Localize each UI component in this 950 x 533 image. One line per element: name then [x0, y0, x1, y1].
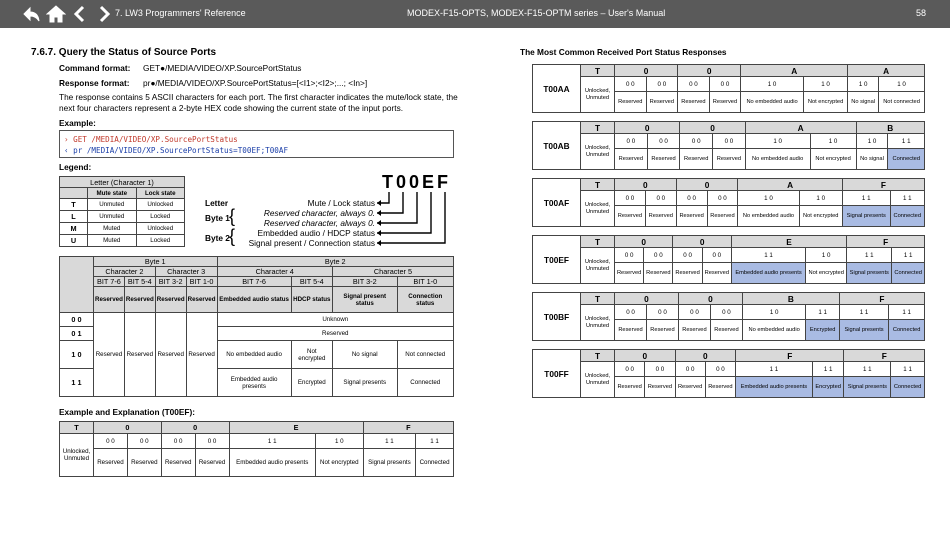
diagram-line-5: Signal present / Connection status: [248, 238, 375, 248]
field-header: Embedded audio status: [217, 287, 291, 313]
bit-cell: 1 1: [839, 305, 888, 320]
home-icon[interactable]: [46, 4, 66, 24]
response-table: [532, 349, 925, 398]
label-cell: Reserved: [705, 377, 735, 398]
bit-cell: 1 1: [888, 134, 925, 149]
field-header: Reserved: [124, 287, 155, 313]
label-cell: Reserved: [615, 92, 647, 113]
label-cell: Signal presents: [847, 263, 892, 284]
head-cell: T: [581, 179, 615, 191]
label-cell: Embedded audio presents: [731, 263, 805, 284]
label-cell: Reserved: [710, 320, 742, 341]
head-cell: 0: [94, 422, 162, 434]
lock-cell: Locked: [136, 235, 185, 247]
diagram-arrows: [377, 192, 455, 248]
head-cell: A: [848, 65, 925, 77]
label-cell: Encrypted: [806, 320, 839, 341]
byte-table: [59, 256, 454, 397]
label-cell: No embedded audio: [745, 149, 810, 170]
example-table: [59, 421, 454, 477]
label-cell: Embedded audio presents: [229, 449, 315, 477]
response-format-row: [59, 78, 367, 88]
example-get-line: › GET /MEDIA/VIDEO/XP.SourcePortStatus: [64, 135, 238, 144]
bit-cell: 1 0: [741, 77, 804, 92]
bit-cell: 1 0: [745, 134, 810, 149]
bit-cell: 1 0: [738, 191, 799, 206]
bit-cell: 0 0: [195, 434, 229, 449]
bit-cell: 0 0: [707, 191, 738, 206]
bit-cell: 1 1: [842, 191, 890, 206]
bit-cell: 1 1: [229, 434, 315, 449]
head-cell: 0: [678, 65, 741, 77]
bit-cell: 1 1: [363, 434, 415, 449]
bit-header: BIT 3-2: [332, 277, 397, 287]
head-cell: 0: [615, 179, 677, 191]
value-label: 1 1: [60, 369, 94, 397]
bit-cell: 0 0: [678, 305, 710, 320]
bit-cell: 0 0: [127, 434, 161, 449]
response-code: T00AA: [533, 65, 581, 113]
bit-header: BIT 5-4: [291, 277, 332, 287]
section-title: 7.6.7. Query the Status of Source Ports: [31, 47, 217, 58]
bit-cell: 1 0: [315, 434, 363, 449]
head-cell: A: [741, 65, 848, 77]
bit-cell: 0 0: [161, 434, 195, 449]
bit-cell: 0 0: [705, 362, 735, 377]
manual-title: MODEX-F15-OPTS, MODEX-F15-OPTM series – User's Manual: [407, 8, 666, 18]
label-cell: Reserved: [645, 206, 676, 227]
bit-header: BIT 3-2: [155, 277, 186, 287]
letter-cell: T: [60, 199, 88, 211]
bit-cell: 0 0: [676, 191, 707, 206]
diagram-byte1-label: Byte 1: [205, 213, 230, 223]
bit-cell: 1 1: [847, 248, 892, 263]
head-cell: 0: [678, 293, 742, 305]
label-cell: Reserved: [675, 377, 705, 398]
label-cell: Not connected: [879, 92, 925, 113]
label-cell: Not encrypted: [799, 206, 842, 227]
response-code: T00BF: [533, 293, 581, 341]
label-cell: Reserved: [713, 149, 746, 170]
label-cell: Reserved: [615, 320, 647, 341]
next-icon[interactable]: [94, 4, 114, 24]
diagram-byte2-label: Byte 2: [205, 233, 230, 243]
status-code-diagram: [205, 172, 455, 252]
example-pr-line: ‹ pr /MEDIA/VIDEO/XP.SourcePortStatus=T00EF;T00AF: [64, 146, 289, 155]
bit-cell: 0 0: [713, 134, 746, 149]
field-header: Reserved: [94, 287, 125, 313]
status-cell: Connected: [397, 369, 453, 397]
state-cell: Unlocked, Unmuted: [581, 77, 615, 113]
bit-header: BIT 5-4: [124, 277, 155, 287]
status-cell: Embedded audio presents: [217, 369, 291, 397]
diagram-line-4: Embedded audio / HDCP status: [257, 228, 375, 238]
bit-cell: 0 0: [615, 248, 644, 263]
field-header: Connection status: [397, 287, 453, 313]
head-cell: T: [581, 293, 615, 305]
bit-cell: 0 0: [680, 134, 713, 149]
command-format: GET●/MEDIA/VIDEO/XP.SourcePortStatus: [143, 63, 302, 73]
label-cell: Reserved: [702, 263, 731, 284]
label-cell: No signal: [848, 92, 879, 113]
example-label: Example:: [59, 118, 96, 128]
head-cell: 0: [615, 350, 676, 362]
head-cell: 0: [676, 179, 738, 191]
letter-table-title: Letter (Character 1): [60, 177, 185, 188]
status-cell: Signal presents: [332, 369, 397, 397]
head-cell: 0: [673, 236, 731, 248]
head-cell: T: [581, 350, 615, 362]
head-cell: A: [745, 122, 856, 134]
page-number: 58: [915, 8, 926, 18]
lock-cell: Unlocked: [136, 223, 185, 235]
bit-cell: 1 1: [736, 362, 813, 377]
head-cell: E: [229, 422, 363, 434]
label-cell: No embedded audio: [738, 206, 799, 227]
state-cell: Unlocked, Unmuted: [60, 434, 94, 477]
diagram-line-1: Mute / Lock status: [307, 198, 375, 208]
bit-header: BIT 1-0: [397, 277, 453, 287]
label-cell: No signal: [856, 149, 888, 170]
char-header: Character 5: [332, 267, 453, 277]
field-header: Signal present status: [332, 287, 397, 313]
label-cell: Reserved: [644, 263, 673, 284]
bit-cell: 1 0: [799, 191, 842, 206]
bit-cell: 0 0: [615, 191, 646, 206]
label-cell: Connected: [416, 449, 454, 477]
response-code: T00FF: [533, 350, 581, 398]
label-cell: Reserved: [615, 206, 646, 227]
reserved-cell: Reserved: [155, 313, 186, 397]
reserved-cell: Reserved: [94, 313, 125, 397]
diagram-line-2: Reserved character, always 0.: [263, 208, 375, 218]
bit-cell: 1 1: [806, 305, 839, 320]
response-code: T00AF: [533, 179, 581, 227]
label-cell: Connected: [891, 377, 925, 398]
head-cell: 0: [615, 293, 679, 305]
back-icon[interactable]: [22, 4, 42, 24]
label-cell: Reserved: [646, 320, 678, 341]
label-cell: Reserved: [678, 320, 710, 341]
label-cell: Signal presents: [842, 206, 890, 227]
label-cell: Reserved: [615, 149, 648, 170]
label-cell: Connected: [889, 320, 925, 341]
label-cell: Embedded audio presents: [736, 377, 813, 398]
description: The response contains 5 ASCII characters for each port. The first character indicates the mute/lock state, the next four characters represent a 2-byte HEX code showing the current state of the input ports.: [59, 92, 458, 113]
status-cell: Not connected: [397, 341, 453, 369]
bit-cell: 0 0: [710, 305, 742, 320]
label-cell: Reserved: [127, 449, 161, 477]
byte1-header: Byte 1: [94, 257, 218, 267]
label-cell: No embedded audio: [741, 92, 804, 113]
bit-cell: 0 0: [615, 77, 647, 92]
bit-cell: 0 0: [645, 191, 676, 206]
bit-cell: 0 0: [647, 134, 680, 149]
status-cell: Not encrypted: [291, 341, 332, 369]
head-cell: 0: [615, 122, 680, 134]
command-format-label: Command format:: [59, 63, 131, 73]
bit-header: BIT 7-6: [217, 277, 291, 287]
status-cell: Encrypted: [291, 369, 332, 397]
bit-cell: 1 0: [806, 248, 847, 263]
col-lock: Lock state: [136, 188, 185, 199]
value-label: 0 1: [60, 327, 94, 341]
top-bar: [0, 0, 950, 28]
example-code: [59, 130, 454, 158]
mute-cell: Muted: [88, 223, 137, 235]
label-cell: Connected: [890, 206, 924, 227]
label-cell: Reserved: [676, 206, 707, 227]
bit-header: BIT 7-6: [94, 277, 125, 287]
bit-cell: 0 0: [678, 77, 710, 92]
head-cell: B: [856, 122, 924, 134]
bit-header: BIT 1-0: [186, 277, 217, 287]
diagram-code: T00EF: [381, 172, 451, 192]
bit-cell: 0 0: [646, 305, 678, 320]
response-table: [532, 235, 925, 284]
bit-cell: 1 0: [803, 77, 847, 92]
head-cell: 0: [615, 236, 673, 248]
letter-cell: L: [60, 211, 88, 223]
head-cell: F: [844, 350, 925, 362]
lock-cell: Unlocked: [136, 199, 185, 211]
byte2-brace: {: [229, 226, 236, 246]
status-cell: No signal: [332, 341, 397, 369]
head-cell: 0: [680, 122, 745, 134]
lock-cell: Locked: [136, 211, 185, 223]
label-cell: Reserved: [645, 377, 675, 398]
bit-cell: 1 1: [416, 434, 454, 449]
label-cell: Reserved: [678, 92, 710, 113]
response-format-label: Response format:: [59, 78, 130, 88]
label-cell: Connected: [892, 263, 925, 284]
label-cell: Not encrypted: [806, 263, 847, 284]
bit-cell: 0 0: [646, 77, 678, 92]
label-cell: No embedded audio: [742, 320, 805, 341]
label-cell: Reserved: [94, 449, 128, 477]
bit-cell: 1 1: [844, 362, 891, 377]
char-header: Character 2: [94, 267, 156, 277]
label-cell: Connected: [888, 149, 925, 170]
letter-cell: M: [60, 223, 88, 235]
bit-cell: 0 0: [675, 362, 705, 377]
label-cell: Reserved: [673, 263, 702, 284]
response-table: [532, 292, 925, 341]
head-cell: F: [847, 236, 925, 248]
response-table: [532, 121, 925, 170]
label-cell: Signal presents: [844, 377, 891, 398]
head-cell: B: [742, 293, 839, 305]
char-header: Character 4: [217, 267, 332, 277]
bit-cell: 1 0: [856, 134, 888, 149]
reserved-cell: Reserved: [124, 313, 155, 397]
bit-cell: 1 1: [892, 248, 925, 263]
state-cell: Unlocked, Unmuted: [581, 191, 615, 227]
chapter-title[interactable]: 7. LW3 Programmers' Reference: [115, 8, 246, 18]
bit-cell: 1 0: [742, 305, 805, 320]
label-cell: Signal presents: [839, 320, 888, 341]
bit-cell: 1 1: [731, 248, 805, 263]
head-cell: F: [842, 179, 924, 191]
mute-cell: Unmuted: [88, 211, 137, 223]
label-cell: Reserved: [646, 92, 678, 113]
reserved-cell: Reserved: [217, 327, 454, 341]
value-label: 0 0: [60, 313, 94, 327]
responses-title: The Most Common Received Port Status Responses: [520, 47, 727, 57]
label-cell: Reserved: [615, 263, 644, 284]
value-label: 1 0: [60, 341, 94, 369]
head-cell: 0: [161, 422, 229, 434]
label-cell: Reserved: [615, 377, 645, 398]
bit-cell: 1 0: [810, 134, 856, 149]
letter-cell: U: [60, 235, 88, 247]
field-header: Reserved: [155, 287, 186, 313]
col-mute: Mute state: [88, 188, 137, 199]
label-cell: Reserved: [647, 149, 680, 170]
byte1-brace: {: [229, 206, 236, 226]
response-table: [532, 64, 925, 113]
diagram-letter-label: Letter: [205, 198, 229, 208]
head-cell: E: [731, 236, 846, 248]
bit-cell: 0 0: [615, 305, 647, 320]
label-cell: Not encrypted: [810, 149, 856, 170]
byte2-header: Byte 2: [217, 257, 454, 267]
diagram-line-3: Reserved character, always 0.: [263, 218, 375, 228]
head-cell: T: [581, 236, 615, 248]
bit-cell: 1 0: [879, 77, 925, 92]
bit-cell: 1 0: [848, 77, 879, 92]
bit-cell: 1 1: [890, 191, 924, 206]
status-cell: No embedded audio: [217, 341, 291, 369]
state-cell: Unlocked, Unmuted: [581, 134, 615, 170]
bit-cell: 0 0: [94, 434, 128, 449]
response-code: T00EF: [533, 236, 581, 284]
label-cell: Reserved: [680, 149, 713, 170]
bit-cell: 0 0: [645, 362, 675, 377]
head-cell: T: [581, 122, 615, 134]
head-cell: 0: [675, 350, 736, 362]
previous-icon[interactable]: [70, 4, 90, 24]
bit-cell: 1 1: [891, 362, 925, 377]
unknown-cell: Unknown: [217, 313, 454, 327]
command-format-row: [59, 63, 301, 73]
head-cell: 0: [615, 65, 678, 77]
nav-buttons: [22, 4, 114, 24]
response-table: [532, 178, 925, 227]
mute-cell: Unmuted: [88, 199, 137, 211]
char-header: Character 3: [155, 267, 217, 277]
example-explanation-label: Example and Explanation (T00EF):: [59, 407, 196, 417]
head-cell: T: [581, 65, 615, 77]
bit-cell: 1 1: [812, 362, 844, 377]
mute-cell: Muted: [88, 235, 137, 247]
head-cell: F: [839, 293, 924, 305]
bit-cell: 0 0: [644, 248, 673, 263]
bit-cell: 0 0: [615, 362, 645, 377]
bit-cell: 0 0: [615, 134, 648, 149]
label-cell: Reserved: [707, 206, 738, 227]
field-header: Reserved: [186, 287, 217, 313]
head-cell: T: [60, 422, 94, 434]
label-cell: Reserved: [709, 92, 741, 113]
legend-label: Legend:: [59, 162, 92, 172]
field-header: HDCP status: [291, 287, 332, 313]
letter-table: [59, 176, 185, 247]
response-code: T00AB: [533, 122, 581, 170]
reserved-cell: Reserved: [186, 313, 217, 397]
label-cell: Signal presents: [363, 449, 415, 477]
label-cell: Reserved: [195, 449, 229, 477]
head-cell: F: [736, 350, 844, 362]
response-format: pr●/MEDIA/VIDEO/XP.SourcePortStatus=[<I1>;<I2>;...; <In>]: [143, 78, 368, 88]
label-cell: Encrypted: [812, 377, 844, 398]
head-cell: F: [363, 422, 453, 434]
label-cell: Reserved: [161, 449, 195, 477]
label-cell: Not encrypted: [803, 92, 847, 113]
label-cell: Not encrypted: [315, 449, 363, 477]
bit-cell: 0 0: [702, 248, 731, 263]
state-cell: Unlocked, Unmuted: [581, 362, 615, 398]
bit-cell: 0 0: [673, 248, 702, 263]
state-cell: Unlocked, Unmuted: [581, 248, 615, 284]
head-cell: A: [738, 179, 843, 191]
bit-cell: 1 1: [889, 305, 925, 320]
state-cell: Unlocked, Unmuted: [581, 305, 615, 341]
bit-cell: 0 0: [709, 77, 741, 92]
